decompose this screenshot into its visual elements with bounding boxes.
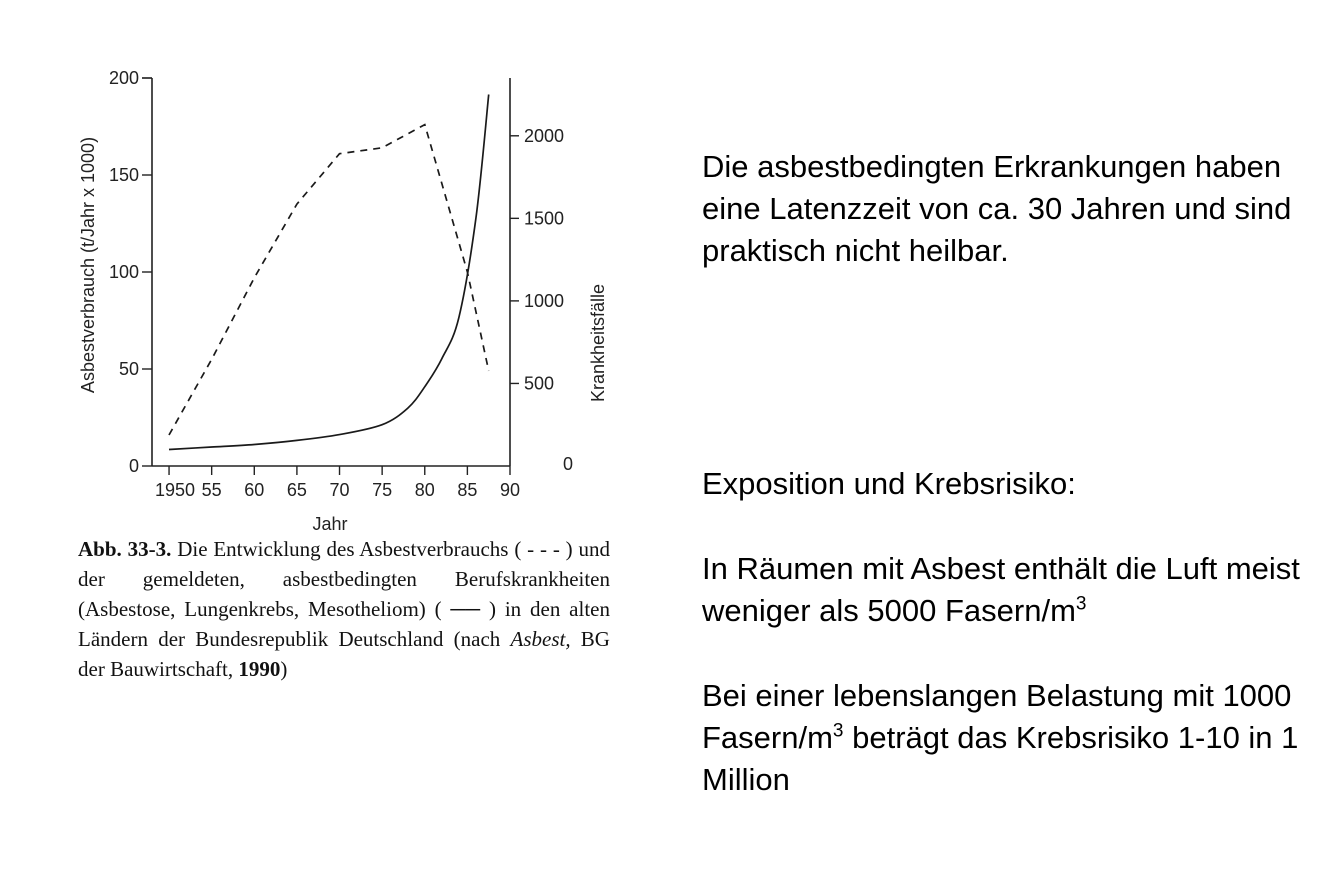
exposure-heading: Exposition und Krebsrisiko: (702, 466, 1076, 501)
y-tick-label-right: 1000 (524, 290, 565, 311)
caption-label: Abb. 33-3. (78, 537, 172, 561)
x-tick-label: 75 (372, 480, 393, 500)
y-tick-label-left: 200 (108, 68, 139, 88)
chart-series (169, 95, 489, 450)
chart-ticks (109, 68, 573, 500)
series-line-dashed (169, 125, 489, 435)
latency-text: Die asbestbedingten Erkrankungen haben eine Latenzzeit von ca. 30 Jahren und sind praktisch nicht heilbar. (702, 149, 1292, 268)
x-axis-label: Jahr (312, 514, 348, 534)
x-tick-label: 1950 (155, 480, 196, 500)
rooms-superscript: 3 (1075, 593, 1087, 615)
y-tick-label-left: 0 (128, 456, 139, 476)
y-axis-label-right: Krankheitsfälle (588, 283, 608, 403)
x-tick-label: 80 (414, 480, 435, 500)
chart-axes (142, 78, 510, 466)
x-tick-label: 70 (329, 480, 350, 500)
y-axis-label-left: Asbestverbrauch (t/Jahr x 1000) (78, 136, 98, 394)
x-tick-label: 55 (201, 480, 222, 500)
figure-caption (78, 534, 610, 684)
y-tick-label-right: 500 (524, 373, 555, 394)
x-tick-label: 60 (244, 480, 265, 500)
caption-year: 1990 (238, 657, 281, 681)
y-tick-label-left: 150 (108, 165, 139, 185)
y-tick-label-right: 0 (562, 454, 574, 474)
risk-text-end: beträgt das Krebsrisiko 1-10 in 1 Million (702, 720, 1299, 797)
series-line-solid (169, 95, 489, 450)
y-tick-label-right: 1500 (524, 208, 565, 229)
x-tick-label: 90 (499, 480, 521, 500)
y-tick-label-right: 2000 (524, 125, 565, 146)
rooms-text (702, 548, 1332, 632)
caption-text-3: ) (280, 657, 288, 681)
y-tick-label-left: 50 (118, 359, 139, 379)
y-tick-label-left: 100 (108, 262, 139, 282)
rooms-text-main: In Räumen mit Asbest enthält die Luft meist weniger als 5000 Fasern/m (702, 551, 1300, 628)
caption-source: Asbest, (510, 627, 571, 651)
x-tick-label: 65 (286, 480, 307, 500)
risk-text-main: Bei einer lebenslangen Belastung mit 1000 Fasern/m (702, 678, 1292, 755)
risk-text (702, 675, 1334, 801)
caption-text-1: Die Entwicklung des Asbestverbrauchs ( - - - ) und der gemeldeten, asbestbedingten Berufskrankheiten (Asbestose, Lungenkrebs, Mesotheliom) ( ── ) in den alten Ländern der Bundesrepublik Deutschland (nach (78, 537, 610, 651)
caption-text-2: BG der Bauwirtschaft, (78, 627, 610, 681)
x-tick-label: 85 (457, 480, 478, 500)
risk-superscript: 3 (832, 720, 844, 742)
asbestos-chart (0, 0, 660, 540)
